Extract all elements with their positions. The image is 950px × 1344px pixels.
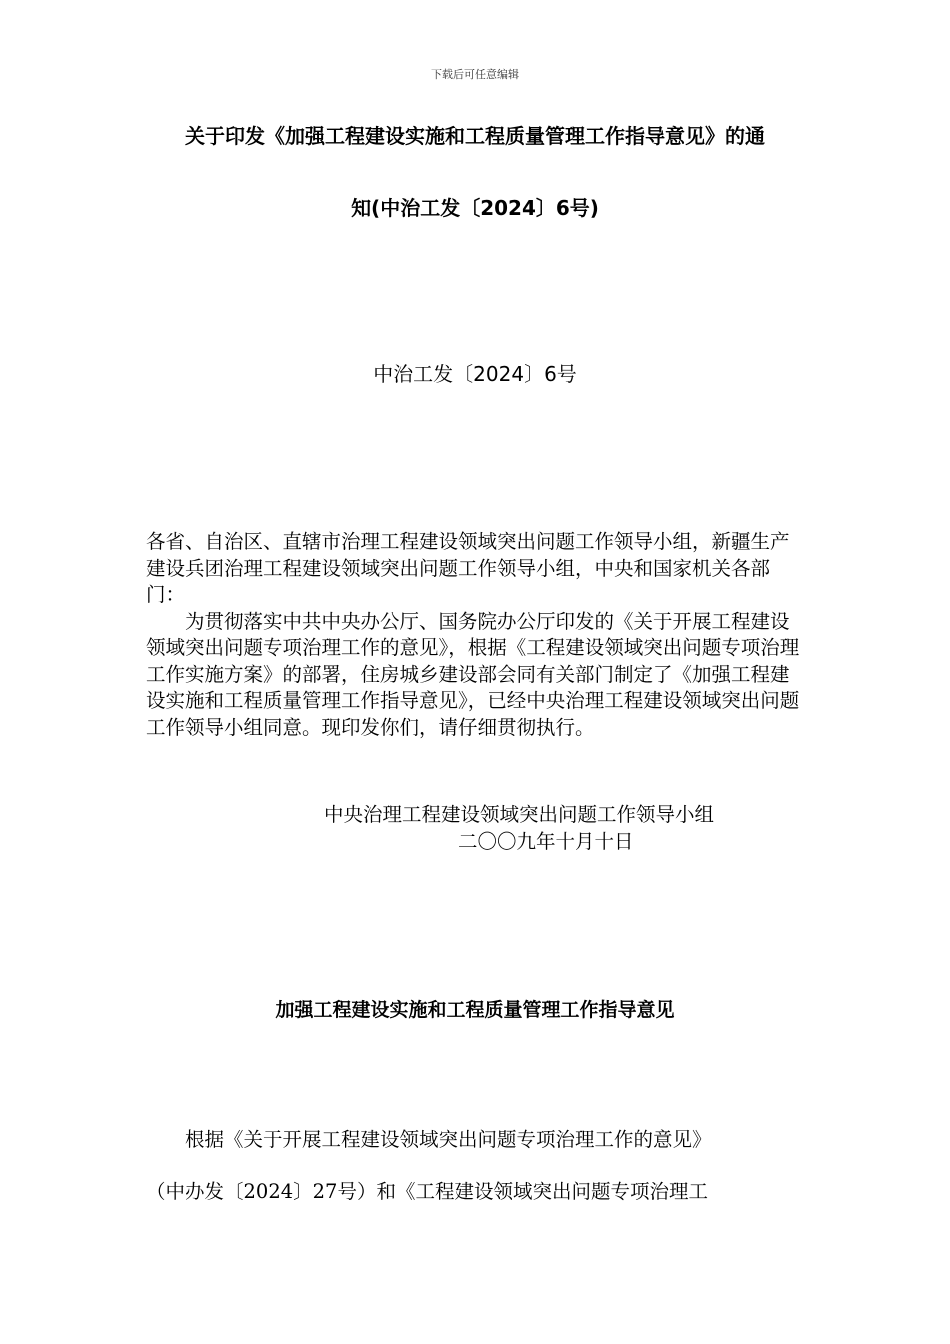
notice-paragraph: 为贯彻落实中共中央办公厅、国务院办公厅印发的《关于开展工程建设领域突出问题专项治理工作的意见》，根据《工程建设领域突出问题专项治理工作实施方案》的部署，住房城乡建设部会同有关部门制定了《加强工程建设实施和工程质量管理工作指导意见》，已经中央治理工程建设领域突出问题工作领导小组同意。现印发你们，请仔细贯彻执行。 [146,609,800,739]
signature-organization: 中央治理工程建设领域突出问题工作领导小组 [324,803,715,826]
document-title-line-2: 知(中治工发〔2024〕6号) [351,196,599,220]
notice-body [146,529,806,741]
document-number: 中治工发〔2024〕6号 [373,362,577,386]
signature-date: 二〇〇九年十月十日 [458,830,634,853]
notice-salutation: 各省、自治区、直辖市治理工程建设领域突出问题工作领导小组，新疆生产建设兵团治理工程建设领域突出问题工作领导小组，中央和国家机关各部门： [146,530,790,606]
opinion-paragraph-line-1: 根据《关于开展工程建设领域突出问题专项治理工作的意见》 [185,1128,712,1151]
header-note: 下载后可任意编辑 [431,68,519,81]
opinion-title: 加强工程建设实施和工程质量管理工作指导意见 [275,999,675,1021]
document-title-line-1: 关于印发《加强工程建设实施和工程质量管理工作指导意见》的通 [185,124,765,148]
opinion-paragraph-line-2: （中办发〔2024〕27号）和《工程建设领域突出问题专项治理工 [146,1180,708,1203]
